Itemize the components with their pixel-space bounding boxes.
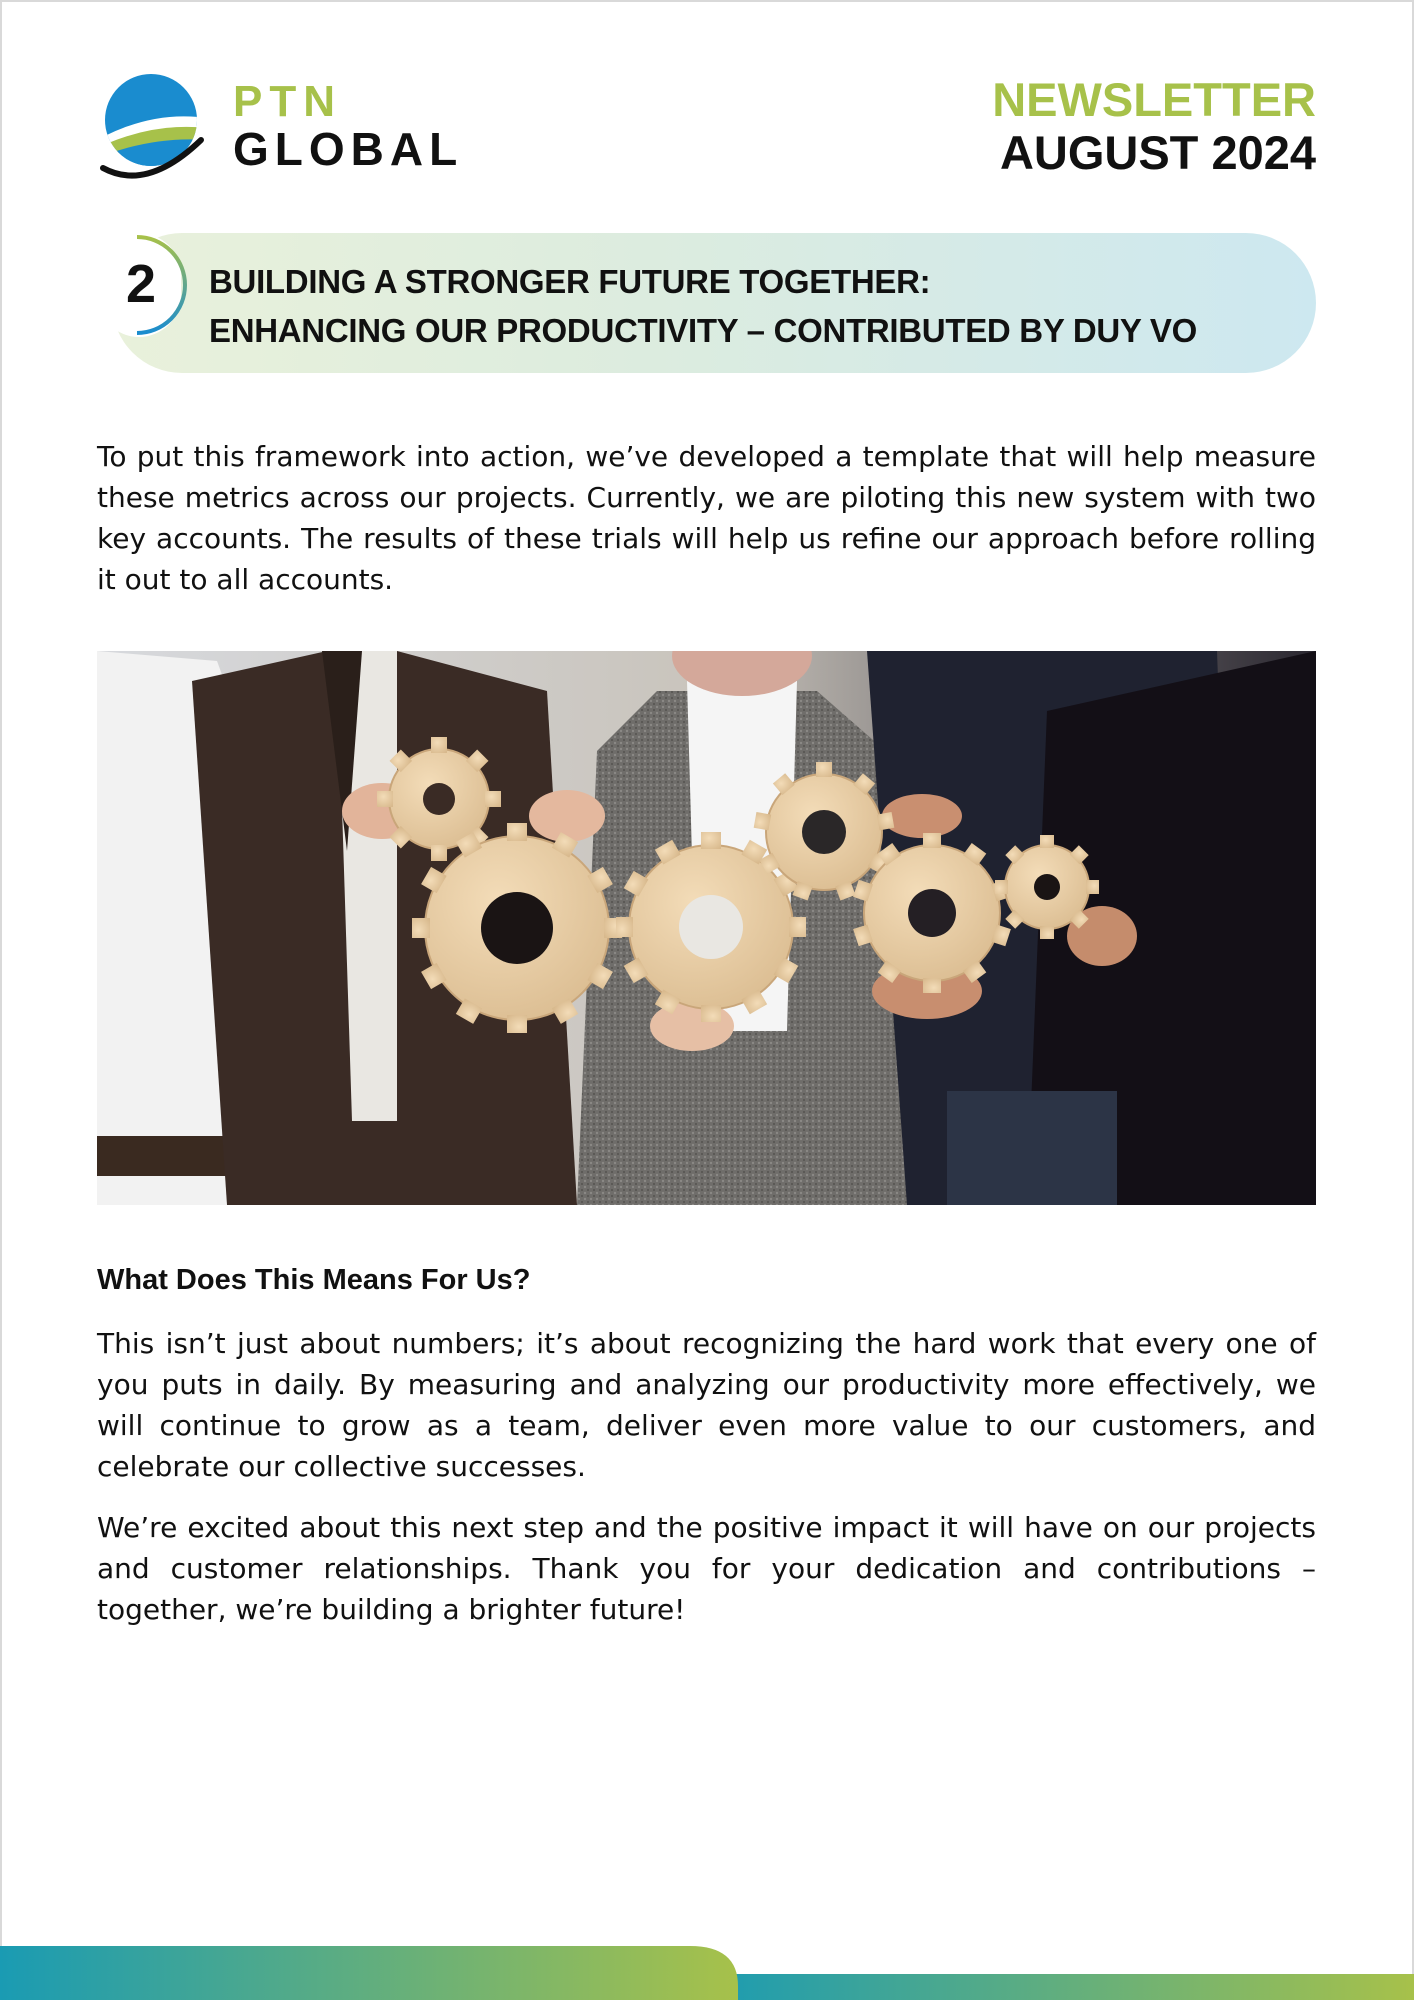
section-title-line1: BUILDING A STRONGER FUTURE TOGETHER: — [209, 263, 931, 300]
footer-bar — [0, 1946, 1414, 2000]
body-paragraph-2: We’re excited about this next step and the positive impact it will have on our projects and customer relationships. Thank you for your dedication and contributions – together, we’re building a brighter future! — [97, 1511, 1316, 1626]
brand-top: PTN — [233, 77, 342, 126]
masthead — [992, 74, 1316, 179]
intro-paragraph: To put this framework into action, we’ve developed a template that will help measure these metrics across our projects. Currently, we are piloting this new system with two key accounts. The results of these trials will help us refine our approach before rolling it out to all accounts. — [97, 440, 1316, 596]
brand-bottom: GLOBAL — [233, 123, 464, 175]
globe-logo-icon — [97, 70, 207, 190]
brand-wordmark — [233, 77, 464, 175]
body-paragraph-1: This isn’t just about numbers; it’s about recognizing the hard work that every one of you puts in daily. By measuring and analyzing our productivity more effectively, we will continue to grow as a team, deliver even more value to our customers, and celebrate our collective successes. — [97, 1327, 1316, 1483]
section-number: 2 — [125, 254, 157, 314]
section-number-badge — [97, 233, 191, 337]
subheading: What Does This Means For Us? — [97, 1264, 531, 1296]
issue-date: AUGUST 2024 — [999, 125, 1316, 179]
section-title-line2: ENHANCING OUR PRODUCTIVITY – CONTRIBUTED BY DUY VO — [209, 312, 1197, 349]
newsletter-label: NEWSLETTER — [992, 73, 1316, 126]
team-gears-photo — [97, 651, 1316, 1205]
section-title — [209, 257, 1299, 355]
